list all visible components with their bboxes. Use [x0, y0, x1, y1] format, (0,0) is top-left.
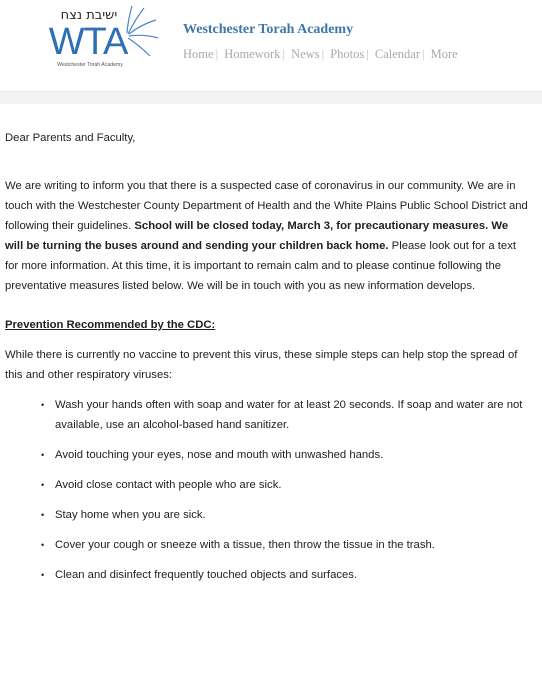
nav-news[interactable]: News — [291, 47, 320, 61]
letter-body — [0, 104, 542, 585]
header-divider-band — [0, 91, 542, 104]
nav-separator: | — [215, 47, 219, 61]
bullet-icon: • — [41, 480, 45, 490]
list-item-text: Clean and disinfect frequently touched objects and surfaces. — [55, 569, 358, 581]
list-item — [41, 395, 528, 435]
main-nav — [183, 47, 458, 62]
list-item-text: Stay home when you are sick. — [55, 509, 206, 521]
bullet-icon: • — [41, 400, 45, 410]
list-item-text: Avoid touching your eyes, nose and mouth with unwashed hands. — [55, 449, 384, 461]
nav-separator: | — [366, 47, 369, 61]
greeting: Dear Parents and Faculty, — [5, 132, 136, 144]
list-item — [41, 445, 528, 465]
starburst-icon — [127, 6, 158, 56]
paragraph-text: We are writing to inform you that there is a suspected case of coronavirus in our community. We are in touch with the Westchester County Department of Health and the White Plains Public School District and following their guidelines. — [5, 180, 528, 232]
nav-calendar[interactable]: Calendar — [374, 47, 421, 61]
school-logo[interactable] — [44, 4, 160, 70]
logo-letters: WTA — [48, 21, 128, 63]
nav-home[interactable]: Home — [183, 47, 214, 61]
nav-separator: | — [422, 47, 425, 61]
list-item — [41, 505, 528, 525]
list-item-text: Wash your hands often with soap and water for at least 20 seconds. If soap and water are not available, use an alcohol-based hand sanitizer. — [55, 399, 523, 431]
bullet-icon: • — [41, 540, 45, 550]
list-item — [41, 535, 528, 555]
announcement-paragraph — [5, 176, 528, 296]
logo-caption: Westchester Torah Academy — [57, 62, 123, 68]
prevention-list — [5, 395, 528, 585]
list-item-text: Cover your cough or sneeze with a tissue, then throw the tissue in the trash. — [55, 539, 435, 551]
bullet-icon: • — [41, 510, 45, 520]
list-item-text: Avoid close contact with people who are sick. — [55, 479, 282, 491]
nav-separator: | — [282, 47, 285, 61]
nav-more[interactable]: More — [430, 47, 458, 61]
closure-notice: School will be closed today, March 3, for precautionary measures. We will be turning the buses around and sending your children back home. — [5, 220, 509, 252]
bullet-icon: • — [41, 570, 45, 580]
nav-homework[interactable]: Homework — [224, 47, 281, 61]
prevention-intro: While there is currently no vaccine to prevent this virus, these simple steps can help stop the spread of this and other respiratory viruses: — [5, 349, 518, 381]
nav-separator: | — [321, 47, 325, 61]
nav-photos[interactable]: Photos — [330, 47, 365, 61]
paragraph-text: Please look out for a text for more information. At this time, it is important to remain calm and to please continue following the preventative measures listed below. We will be in touch with you as new information develops. — [5, 240, 516, 292]
list-item — [41, 565, 528, 585]
logo-hebrew-text: ישיבת נצח — [60, 8, 118, 23]
bullet-icon: • — [41, 450, 45, 460]
page-header — [0, 0, 542, 91]
section-heading: Prevention Recommended by the CDC: — [5, 319, 216, 331]
list-item — [41, 475, 528, 495]
school-name-link[interactable]: Westchester Torah Academy — [183, 22, 354, 37]
